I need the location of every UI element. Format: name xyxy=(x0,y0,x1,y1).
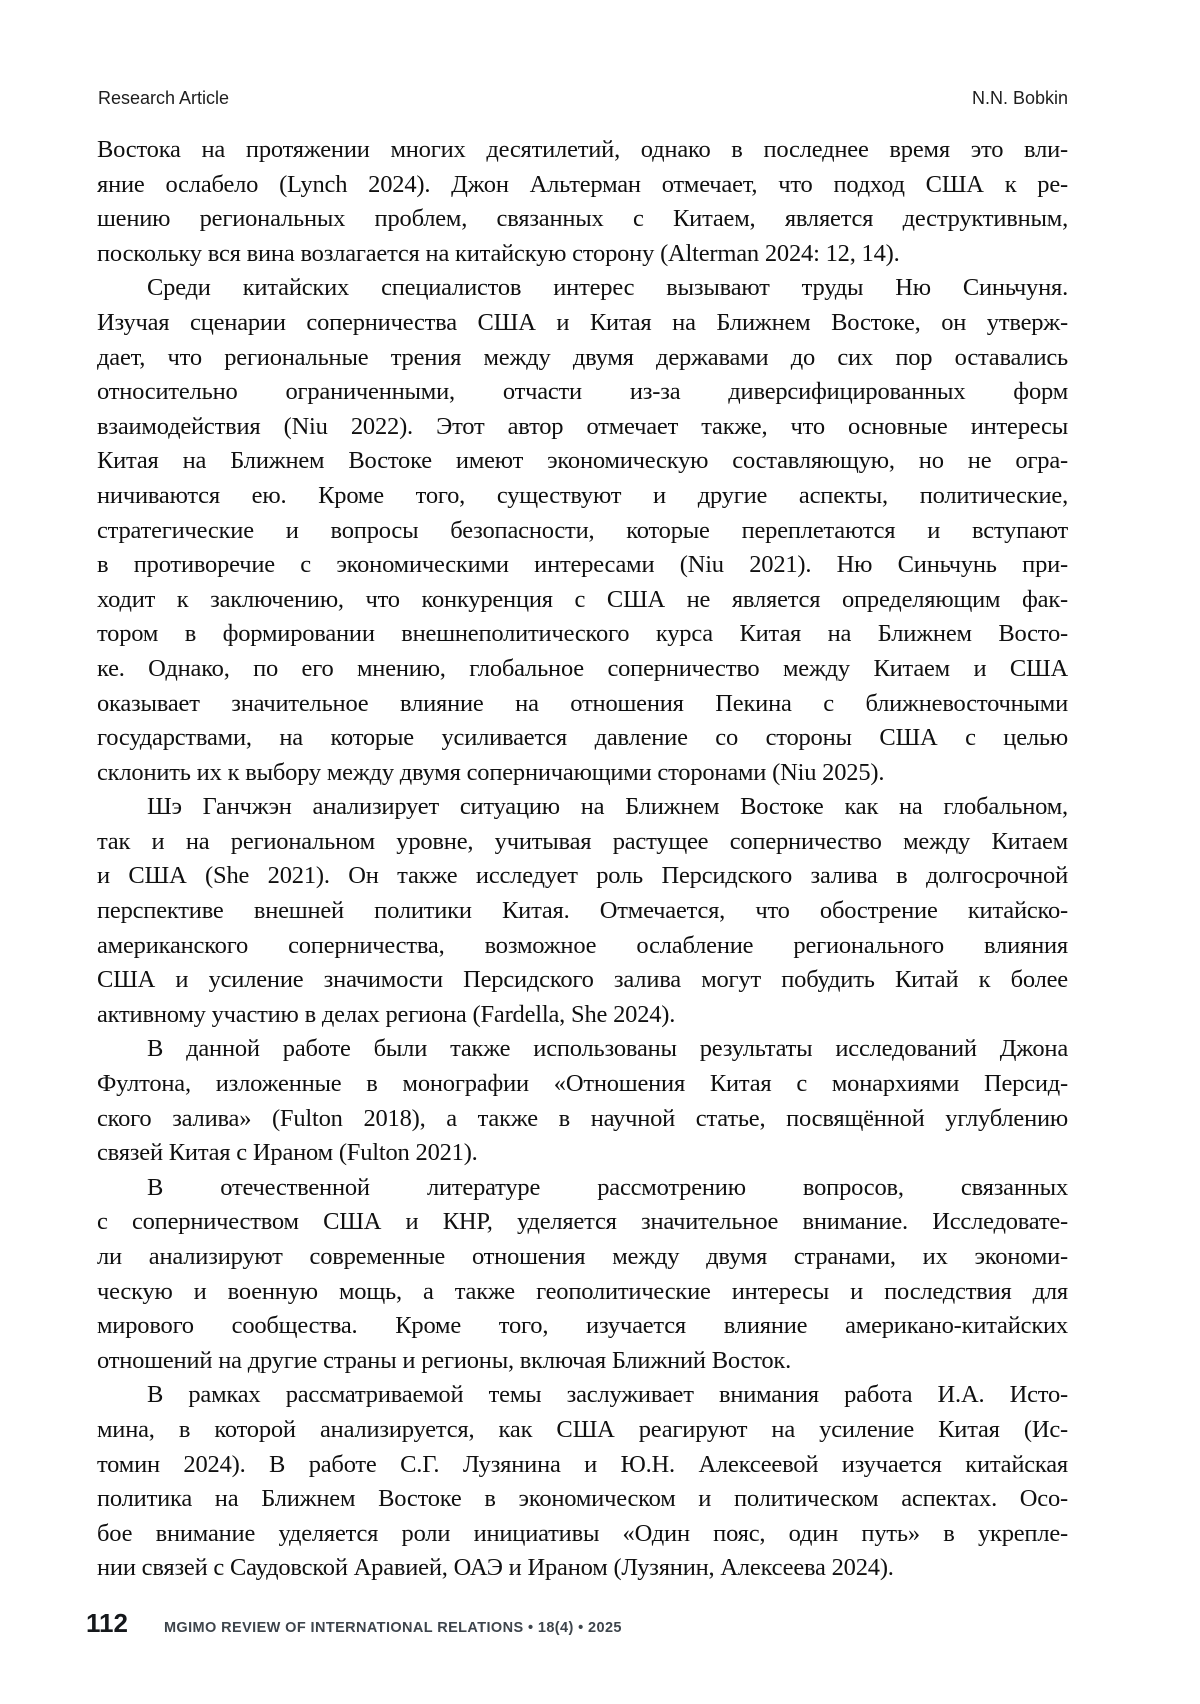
text-line: томин 2024). В работе С.Г. Лузянина и Ю.Н. Алексеевой изучается китайская xyxy=(97,1450,1068,1478)
article-type-label: Research Article xyxy=(98,88,230,108)
text-line: в противоречие с экономическими интересами (Niu 2021). Ню Синьчунь при- xyxy=(97,551,1068,579)
text-line: государствами, на которые усиливается давление со стороны США с целью xyxy=(97,724,1068,752)
text-line: Среди китайских специалистов интерес вызывают труды Ню Синьчуня. xyxy=(147,274,1068,302)
text-line: склонить их к выбору между двумя соперничающими сторонами (Niu 2025). xyxy=(97,758,885,786)
text-line: ничиваются ею. Кроме того, существуют и другие аспекты, политические, xyxy=(97,481,1068,509)
text-line: поскольку вся вина возлагается на китайскую сторону (Alterman 2024: 12, 14). xyxy=(97,239,900,267)
text-line: ческую и военную мощь, а также геополитические интересы и последствия для xyxy=(97,1277,1068,1305)
text-line: политика на Ближнем Востоке в экономическом и политическом аспектах. Осо- xyxy=(97,1485,1068,1513)
paragraph xyxy=(97,790,1068,1032)
paragraph xyxy=(97,1032,1068,1170)
text-line: отношений на другие страны и регионы, включая Ближний Восток. xyxy=(97,1346,792,1374)
text-line: Фултона, изложенные в монографии «Отношения Китая с монархиями Персид- xyxy=(97,1070,1068,1098)
text-line: американского соперничества, возможное ослабление регионального влияния xyxy=(97,931,1068,959)
text-line: ходит к заключению, что конкуренция с США не является определяющим фак- xyxy=(97,585,1068,613)
page-header xyxy=(98,88,1068,109)
text-line: мина, в которой анализируется, как США реагируют на усиление Китая (Ис- xyxy=(97,1415,1068,1443)
text-line: нии связей с Саудовской Аравией, ОАЭ и Ираном (Лузянин, Алексеева 2024). xyxy=(97,1554,894,1582)
text-line: ли анализируют современные отношения между двумя странами, их экономи- xyxy=(97,1243,1068,1270)
text-line: перспективе внешней политики Китая. Отмечается, что обострение китайско- xyxy=(97,897,1068,925)
text-line: мирового сообщества. Кроме того, изучается влияние американо-китайских xyxy=(97,1312,1068,1340)
text-line: В данной работе были также использованы результаты исследований Джона xyxy=(147,1035,1068,1063)
text-line: тором в формировании внешнеполитического курса Китая на Ближнем Восто- xyxy=(97,620,1068,648)
text-line: Китая на Ближнем Востоке имеют экономическую составляющую, но не огра- xyxy=(97,447,1068,475)
paragraph xyxy=(97,1171,1068,1379)
page-number: 112 xyxy=(86,1608,128,1638)
text-line: Востока на протяжении многих десятилетий, однако в последнее время это вли- xyxy=(97,136,1068,163)
text-line: стратегические и вопросы безопасности, которые переплетаются и вступают xyxy=(97,516,1068,544)
text-line: ке. Однако, по его мнению, глобальное соперничество между Китаем и США xyxy=(97,654,1068,682)
text-line: оказывает значительное влияние на отношения Пекина с ближневосточными xyxy=(97,689,1068,717)
page-footer xyxy=(86,1608,1066,1639)
text-line: так и на региональном уровне, учитывая растущее соперничество между Китаем xyxy=(97,827,1068,855)
text-line: бое внимание уделяется роли инициативы «Один пояс, один путь» в укрепле- xyxy=(97,1519,1068,1547)
article-body xyxy=(97,133,1068,1586)
author-name: N.N. Bobkin xyxy=(971,88,1068,108)
paragraph xyxy=(97,1378,1068,1586)
text-line: с соперничеством США и КНР, уделяется значительное внимание. Исследовате- xyxy=(97,1208,1068,1236)
text-line: яние ослабело (Lynch 2024). Джон Альтерман отмечает, что подход США к ре- xyxy=(97,170,1068,198)
text-line: шению региональных проблем, связанных с Китаем, является деструктивным, xyxy=(97,205,1068,233)
text-line: В отечественной литературе рассмотрению вопросов, связанных xyxy=(147,1173,1068,1201)
paragraph xyxy=(97,271,1068,790)
text-line: и США (She 2021). Он также исследует роль Персидского залива в долгосрочной xyxy=(97,862,1068,890)
text-line: относительно ограниченными, отчасти из-за диверсифицированных форм xyxy=(97,378,1068,406)
text-line: взаимодействия (Niu 2022). Этот автор отмечает также, что основные интересы xyxy=(97,412,1068,440)
text-line: Шэ Ганчжэн анализирует ситуацию на Ближнем Востоке как на глобальном, xyxy=(147,793,1068,821)
text-line: связей Китая с Ираном (Fulton 2021). xyxy=(97,1139,478,1167)
text-line: Изучая сценарии соперничества США и Китая на Ближнем Востоке, он утверж- xyxy=(97,308,1068,336)
text-line: В рамках рассматриваемой темы заслуживает внимания работа И.А. Исто- xyxy=(147,1381,1068,1409)
text-line: активному участию в делах региона (Fardella, She 2024). xyxy=(97,1000,676,1028)
paragraph xyxy=(97,133,1068,271)
text-line: дает, что региональные трения между двумя державами до сих пор оставались xyxy=(97,343,1068,371)
text-line: ского залива» (Fulton 2018), а также в научной статье, посвящённой углублению xyxy=(97,1104,1068,1132)
text-line: США и усиление значимости Персидского залива могут побудить Китай к более xyxy=(97,966,1068,994)
journal-title: MGIMO REVIEW OF INTERNATIONAL RELATIONS • 18(4) • 2025 xyxy=(163,1620,622,1636)
